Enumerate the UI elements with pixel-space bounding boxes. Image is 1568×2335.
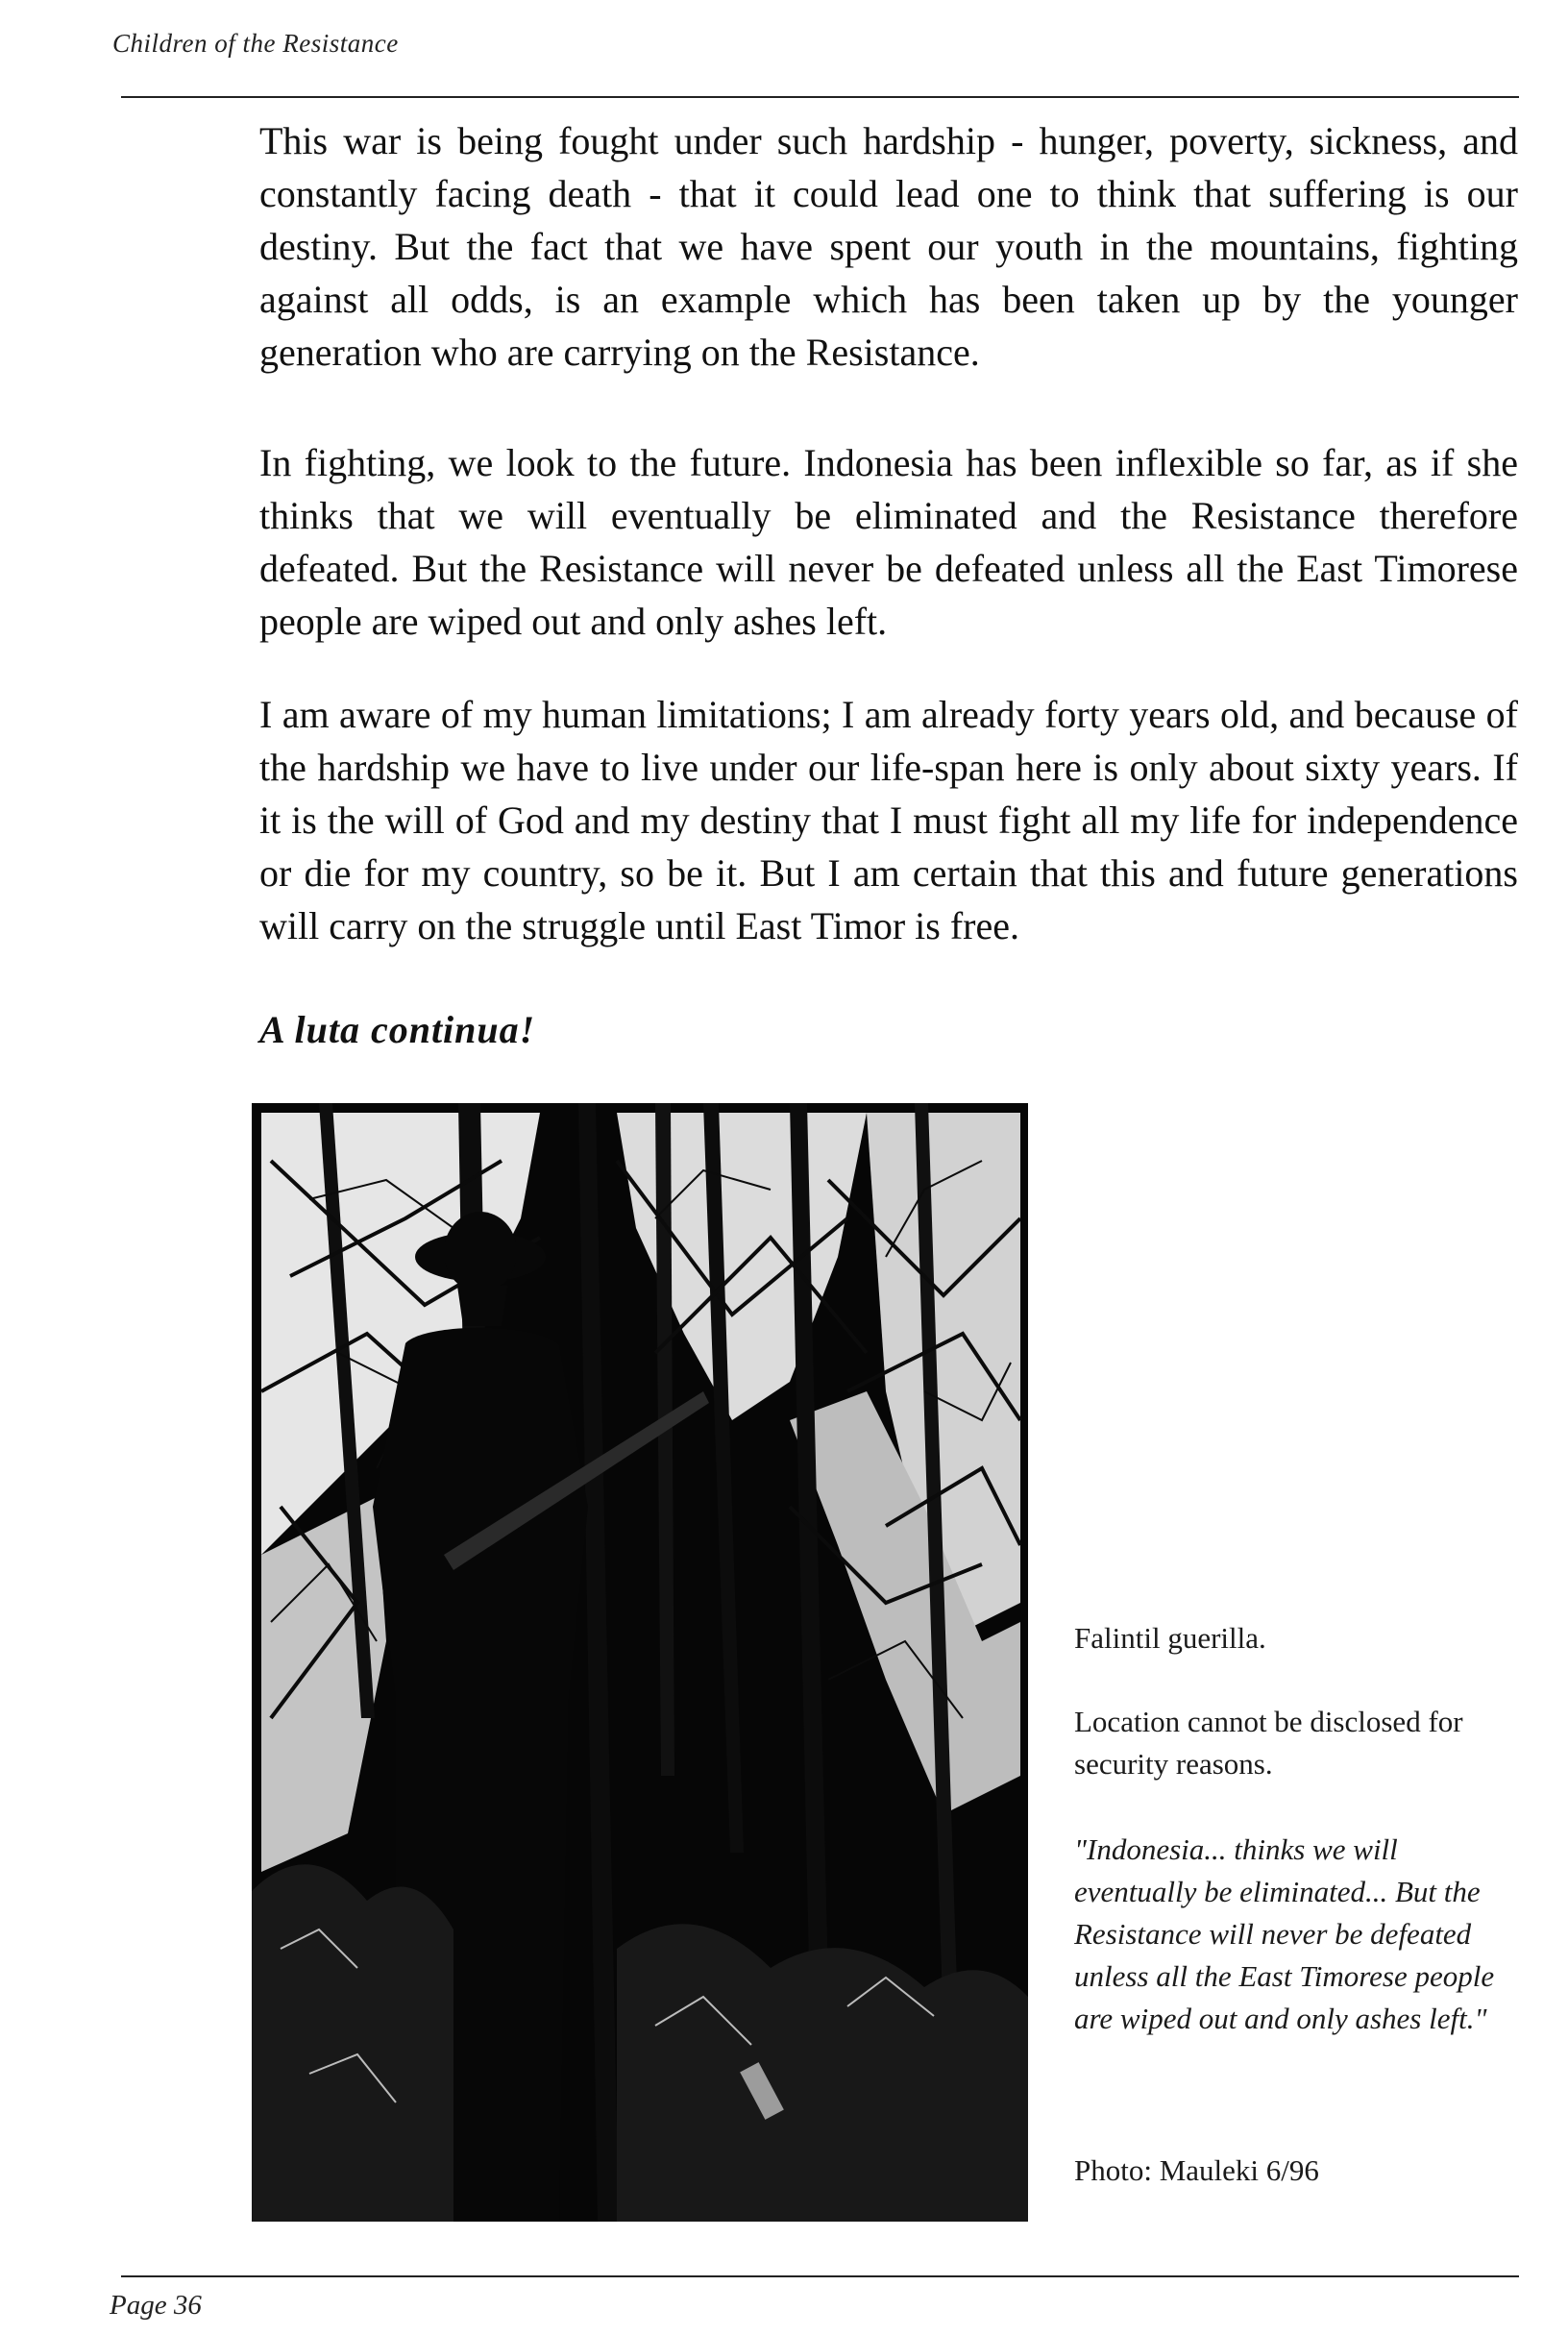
footer-rule bbox=[121, 2275, 1519, 2277]
caption-note: Location cannot be disclosed for security reasons. bbox=[1074, 1705, 1463, 1781]
caption-quote: "Indonesia... thinks we will eventually be eliminated... But the Resistance will never be defeated unless all the East Timorese people are wiped out and only ashes left." bbox=[1074, 1832, 1495, 2035]
photo-illustration bbox=[252, 1103, 1028, 2222]
page-number: Page 36 bbox=[110, 2290, 202, 2321]
running-title: Children of the Resistance bbox=[112, 29, 399, 58]
body-paragraph-2: In fighting, we look to the future. Indonesia has been inflexible so far, as if she thinks that we will eventually be eliminated and the Resistance therefore defeated. But the Resistance will never be defeated unless all the East Timorese people are wiped out and only ashes left. bbox=[259, 441, 1518, 643]
guerilla-photo bbox=[252, 1103, 1028, 2222]
caption-title: Falintil guerilla. bbox=[1074, 1621, 1266, 1655]
header-rule bbox=[121, 96, 1519, 98]
photo-credit: Photo: Mauleki 6/96 bbox=[1074, 2153, 1319, 2187]
body-paragraph-1: This war is being fought under such hardship - hunger, poverty, sickness, and constantly facing death - that it could lead one to think that suffering is our destiny. But the fact that we have spent our youth in the mountains, fighting against all odds, is an example which has been taken up by the younger generation who are carrying on the Resistance. bbox=[259, 119, 1518, 374]
body-paragraph-3: I am aware of my human limitations; I am already forty years old, and because of the hardship we have to live under our life-span here is only about sixty years. If it is the will of God and my destiny that I must fight all my life for independence or die for my country, so be it. But I am certain that this and future generations will carry on the struggle until East Timor is free. bbox=[259, 693, 1518, 947]
closing-slogan: A luta continua! bbox=[259, 1008, 536, 1051]
